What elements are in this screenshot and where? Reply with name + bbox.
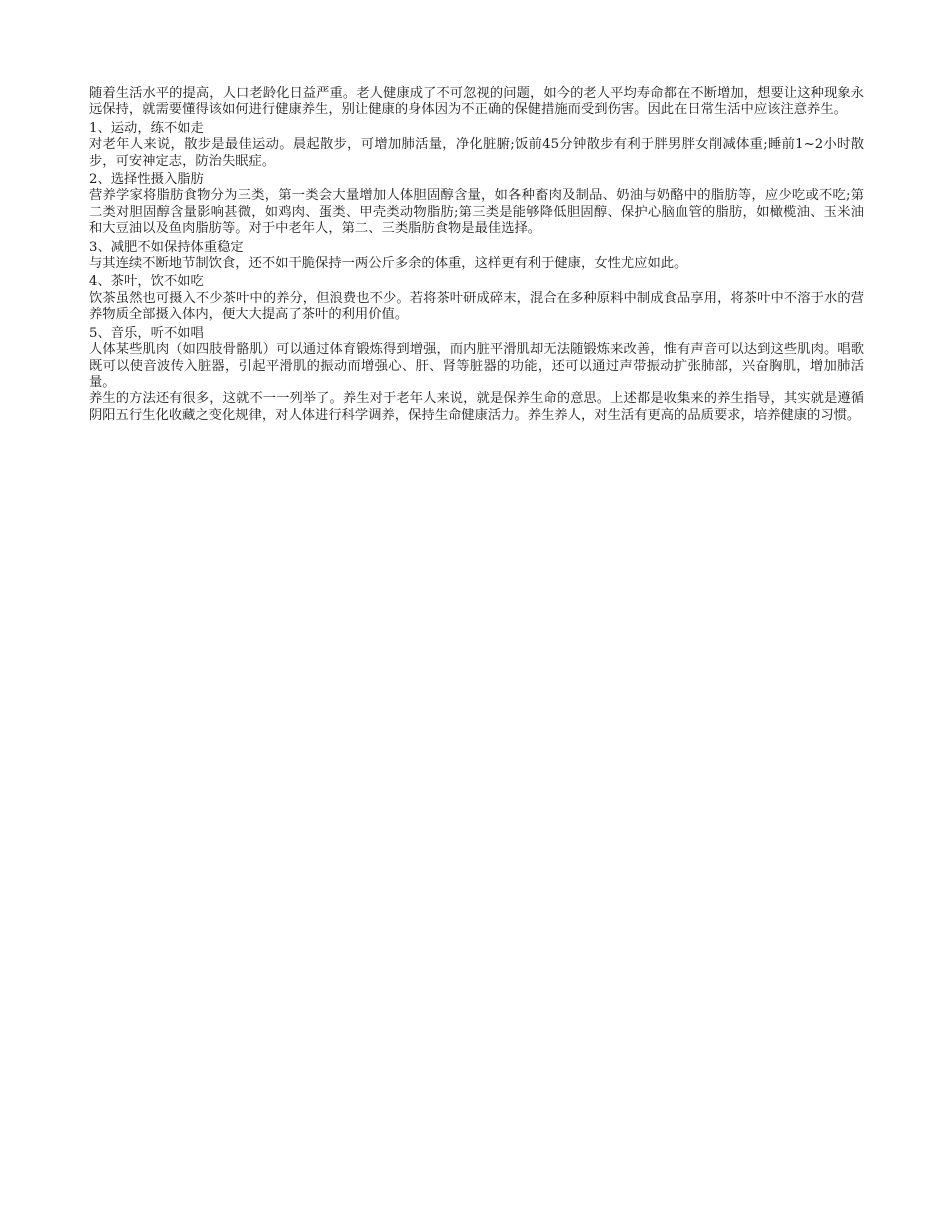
section-heading-exercise: 1、运动，练不如走 (89, 120, 204, 136)
conclusion-paragraph: 养生的方法还有很多，这就不一一列举了。养生对于老年人来说，就是保养生命的意思。上述都是收集来的养生指导，其实就是遵循阴阳五行生化收藏之变化规律，对人体进行科学调养，保持生命健康活力。养生养人，对生活有更高的品质要求，培养健康的习惯。 (89, 391, 864, 423)
document-body (89, 86, 864, 424)
section-heading-weight: 3、减肥不如保持体重稳定 (89, 239, 244, 255)
section-body-weight: 与其连续不断地节制饮食，还不如干脆保持一两公斤多余的体重，这样更有利于健康，女性尤应如此。 (89, 256, 688, 272)
intro-paragraph: 随着生活水平的提高，人口老龄化日益严重。老人健康成了不可忽视的问题，如今的老人平均寿命都在不断增加，想要让这种现象永远保持，就需要懂得该如何进行健康养生，别让健康的身体因为不正确的保健措施而受到伤害。因此在日常生活中应该注意养生。 (89, 86, 864, 118)
section-body-music: 人体某些肌肉（如四肢骨骼肌）可以通过体育锻炼得到增强，而内脏平滑肌却无法随锻炼来改善，惟有声音可以达到这些肌肉。唱歌既可以使音波传入脏器，引起平滑肌的振动而增强心、肝、肾等脏器的功能，还可以通过声带振动扩张肺部，兴奋胸肌，增加肺活量。 (89, 342, 864, 390)
section-body-fat-intake: 营养学家将脂肪食物分为三类，第一类会大量增加人体胆固醇含量，如各种畜肉及制品、奶油与奶酪中的脂肪等，应少吃或不吃;第二类对胆固醇含量影响甚微，如鸡肉、蛋类、甲壳类动物脂肪;第三类是能够降低胆固醇、保护心脑血管的脂肪，如橄榄油、玉米油和大豆油以及鱼肉脂肪等。对于中老年人，第二、三类脂肪食物是最佳选择。 (89, 188, 864, 237)
section-heading-fat-intake: 2、选择性摄入脂肪 (89, 172, 204, 188)
section-body-tea: 饮茶虽然也可摄入不少茶叶中的养分，但浪费也不少。若将茶叶研成碎末，混合在多种原料中制成食品享用，将茶叶中不溶于水的营养物质全部摄入体内，便大大提高了茶叶的利用价值。 (89, 290, 864, 323)
section-heading-tea: 4、茶叶，饮不如吃 (89, 274, 204, 290)
section-body-exercise: 对老年人来说，散步是最佳运动。晨起散步，可增加肺活量，净化脏腑;饭前45分钟散步有利于胖男胖女削减体重;睡前1~2小时散步，可安神定志，防治失眠症。 (89, 137, 864, 169)
section-heading-music: 5、音乐，听不如唱 (89, 325, 204, 341)
